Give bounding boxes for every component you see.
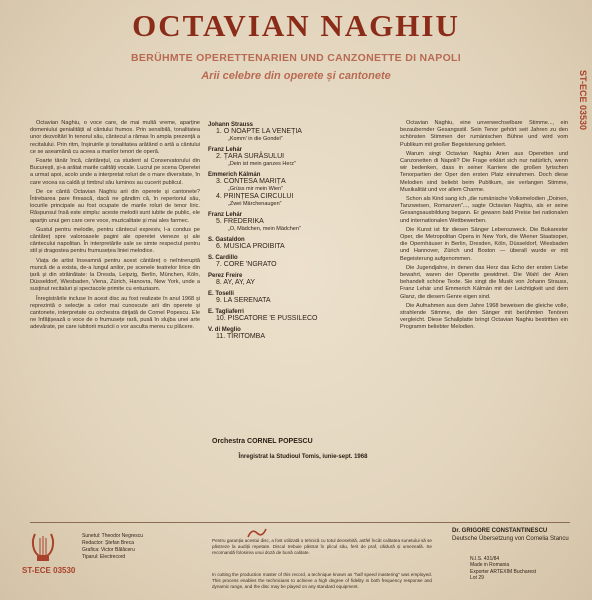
track-title: 5. FREDERIKA	[216, 218, 264, 225]
production-credits	[82, 533, 207, 561]
care-notice-romanian: Pentru garanția acestui disc, a fost utilizată o tehnică cu totul deosebită, astfel încât calitatea sunetului să se păstreze la audiții repetate. Discul trebuie păstrat în plicul său, ferit de praf, căldură și umezeală. Se recomandă folosirea unui doză de bună calitate.	[212, 538, 432, 555]
track-original-title: „Zwei Märchenaugen”	[228, 201, 282, 207]
track-title: 6. MUSICA PROIBITA	[216, 243, 285, 250]
liner-paragraph: Foarte tânăr încă, cântărețul, ca student al Conservatorului din București, și-a arătat marile calități vocale. Lucrul pe scena Operetei a urmat apoi, acolo unde a interpretat roluri de o mare diversitate, în care vocea sa caldă și timbrul său luminos au cucerit publicul.	[30, 158, 200, 186]
liner-notes-romanian	[30, 120, 200, 518]
track-title: 8. AY, AY, AY	[216, 279, 256, 286]
liner-paragraph: Warum singt Octavian Naghiu Arien aus Operetten und Canzonetten di Napoli? Die Frage erklärt sich nur natürlich, wenn wir bedenken, dass in seiner Karriere die großen lyrischen Tenorpartien der Oper den ersten Platz einnahmen. Doch diese Melodien sind beliebt beim Publikum, sie verlangen Stimme, Musikalität und vor allem Charme.	[400, 150, 568, 193]
credit-row: Redactor: Ștefan Breca	[82, 540, 134, 546]
track-title: 4. PRINȚESA CIRCULUI	[216, 193, 294, 200]
manufacture-line: N.I.S. 431/84	[470, 556, 500, 562]
program-group	[208, 122, 392, 143]
manufacture-line: Lot 29	[470, 575, 484, 582]
track-title: 10. PISCATORE 'E PUSSILECO	[216, 315, 318, 322]
catalog-number-bottom: ST-ECE 03530	[22, 566, 76, 575]
track-title: 2. ȚARA SURÂSULUI	[216, 153, 285, 160]
track-title: 9. LA SERENATA	[216, 297, 271, 304]
program-group	[208, 255, 392, 269]
liner-notes-german	[400, 120, 568, 515]
track-title: 7. CORE 'NGRATO	[216, 261, 277, 268]
track-title: 3. CONTESA MARIȚA	[216, 178, 286, 185]
conductor-name: CORNEL POPESCU	[247, 438, 313, 445]
program-group	[208, 172, 392, 208]
composer-name: Franz Lehár	[208, 147, 243, 153]
subtitle-german: BERÜHMTE OPERETTENARIEN UND CANZONETTE DI NAPOLI	[131, 52, 461, 64]
orchestra-credit	[212, 438, 313, 445]
composer-name: Franz Lehár	[208, 212, 243, 218]
liner-paragraph: Die Aufnahmen aus dem Jahre 1968 beweisen die gleiche volle, strahlende Stimme, die den Sänger mit berühmten Tenören vergleicht. Diese Schallplatte bringt Octavian Naghiu bestritten ein Programm beliebter Melodien.	[400, 302, 568, 331]
subtitle-romanian: Arii celebre din operete și cantonete	[201, 70, 391, 82]
composer-name: Johann Strauss	[208, 122, 254, 128]
program-group	[208, 237, 392, 251]
catalog-number-side: ST-ECE 03530	[578, 70, 588, 131]
lyre-logo-icon	[30, 530, 56, 564]
liner-paragraph: Gustul pentru melodie, pentru cântecul expresiv, l-a condus pe cântăreț spre valoroasele pagini ale operetei vieneze și ale cântecului napolitan. În interpretările sale se simte respectul pentru stil și dragostea pentru frumusețea liniei melodice.	[30, 226, 200, 255]
orchestra-label: Orchestra	[212, 438, 246, 445]
liner-paragraph: Die Kunst ist für diesen Sänger Lebenszweck. Die Bukarester Oper, die Metropolitan Opera in New York, die Wiener Staatsoper, die Opernhäuser in Berlin, Dresden, Köln, Düsseldorf, Wiesbaden und Hannover, Zürich und Boston — überall wurde er mit Begeisterung aufgenommen.	[400, 226, 568, 262]
program-group	[208, 309, 392, 323]
program-group	[208, 273, 392, 287]
composer-name: E. Toselli	[208, 291, 234, 297]
credit-row: Tiparul: Electrecord	[82, 554, 126, 560]
liner-author	[452, 528, 569, 543]
track-title: 1. O NOAPTE LA VENEȚIA	[216, 128, 302, 135]
track-original-title: „Grüss mir mein Wien”	[228, 186, 284, 192]
composer-name: Perez Freire	[208, 273, 243, 279]
liner-paragraph: Înregistrările incluse în acest disc au fost realizate în anul 1968 și reprezintă o selecție a celor mai cunoscute arii din operete și cantonete, interpretate cu orchestra dirijată de Cornel Popescu. Ele ne înfățișează o voce de o frumusețe rară, pusă în slujba unei arte adevărate, pe care iubitorii muzicii o vor asculta mereu cu plăcere.	[30, 295, 200, 331]
liner-paragraph: Octavian Naghiu, o voce care, de mai multă vreme, aparține domeniului genialității al cântului frumos. Prin sensibilă, tonalitatea unor dezvoltări în tenorul său, cântecul a rămas în ampla prezență a recitalului. Prin ritm, înșiruirile și tonalitatea arătând o artă a cântului ce se aseamănă cu aceea a marilor tenori de operă.	[30, 120, 200, 155]
author-name: Dr. GRIGORE CONSTANTINESCU	[452, 528, 548, 534]
manufacture-line: Made in Romania	[470, 562, 510, 569]
track-title: 11. TIRITOMBA	[216, 333, 266, 340]
artist-title: OCTAVIAN NAGHIU	[132, 8, 460, 43]
manufacture-info	[470, 556, 536, 582]
care-notice-english: In cutting the production master of this record, a technique known as "half speed mastering" was employed. This process enables the technicians to achieve a high degree of fidelity in both frequency response and dynamic range, and the disc may be played on any standard equipment.	[212, 572, 432, 589]
credit-row: Grafica: Victor Bălăceru	[82, 547, 135, 553]
liner-paragraph: Octavian Naghiu, eine unverwechselbare Stimme..., ein bezaubernder Gesangsstil. Sein Tenor gehört seit Jahren zu den schönsten Stimmen der rumänischen Bühne und wird vom Publikum mit großer Begeisterung gefeiert.	[400, 120, 568, 148]
track-original-title: „Komm' in die Gondel”	[228, 136, 283, 142]
recording-info: Înregistrat la Studioul Tomis, iunie-sept. 1968	[238, 454, 368, 460]
liner-paragraph: Schon als Kind sang ich „die rumänische Volksmelodien „Doinen, Tanzweisen, Romanzen”..., sagte Octavian Naghiu, als er seine Gesangsausbildung begann. Er gewann bald Preise bei nationalen und internationalen Wettbewerben.	[400, 196, 568, 224]
composer-name: V. di Meglio	[208, 327, 241, 333]
program-group	[208, 327, 392, 341]
translator-credit: Deutsche Übersetzung von Cornelia Stancu	[452, 535, 569, 542]
manufacture-line: Exporter ARTEXIM Bucharest	[470, 568, 537, 575]
program-group	[208, 147, 392, 168]
track-original-title: „Dein ist mein ganzes Herz”	[228, 161, 296, 167]
composer-name: Emmerich Kálmán	[208, 172, 261, 178]
credit-row: Sunetul: Theodor Negrescu	[82, 533, 144, 539]
program-group	[208, 291, 392, 305]
liner-paragraph: Die Jugendjahre, in denen das Herz das Echo der ersten Liebe bewahrt, waren der Operette gewidmet. Die Wahl der Arien behandelt schöne Texte. Sie singt die Musik von Johann Strauss, Franz Lehár und Emmerich Kálmán mit der Leichtigkeit und dem Glanz, die diesem Genre eigen sind.	[400, 264, 568, 300]
track-listing	[208, 118, 392, 341]
liner-paragraph: Viața de artist înseamnă pentru acest cântăreț o neîntreruptă muncă de a exista, de-a lungul anilor, pe scenele teatrelor lirice din țară și din străinătate: la Dresda, Leipzig, Berlin, München, Köln, Düsseldorf, Wiesbaden, Viena, Zürich, Hanovra, New York, unde a susținut recitaluri și spectacole primite cu entuziasm.	[30, 257, 200, 293]
composer-name: S. Cardillo	[208, 255, 238, 261]
composer-name: E. Tagliaferri	[208, 309, 244, 315]
track-original-title: „O, Mädchen, mein Mädchen”	[228, 226, 301, 232]
liner-paragraph: De ce cântă Octavian Naghiu arii din operete și cantonete? Întrebarea pare firească, dacă ne gândim că, în repertoriul său, locurile principale au fost ocupate de marile roluri de tenor liric. Răspunsul însă este simplu: aceste melodii sunt iubite de public, ele aparțin unui gen care cere voce, muzicalitate și mai ales farmec.	[30, 188, 200, 224]
divider-line	[30, 522, 570, 523]
program-group	[208, 212, 392, 233]
composer-name: S. Gastaldon	[208, 237, 245, 243]
